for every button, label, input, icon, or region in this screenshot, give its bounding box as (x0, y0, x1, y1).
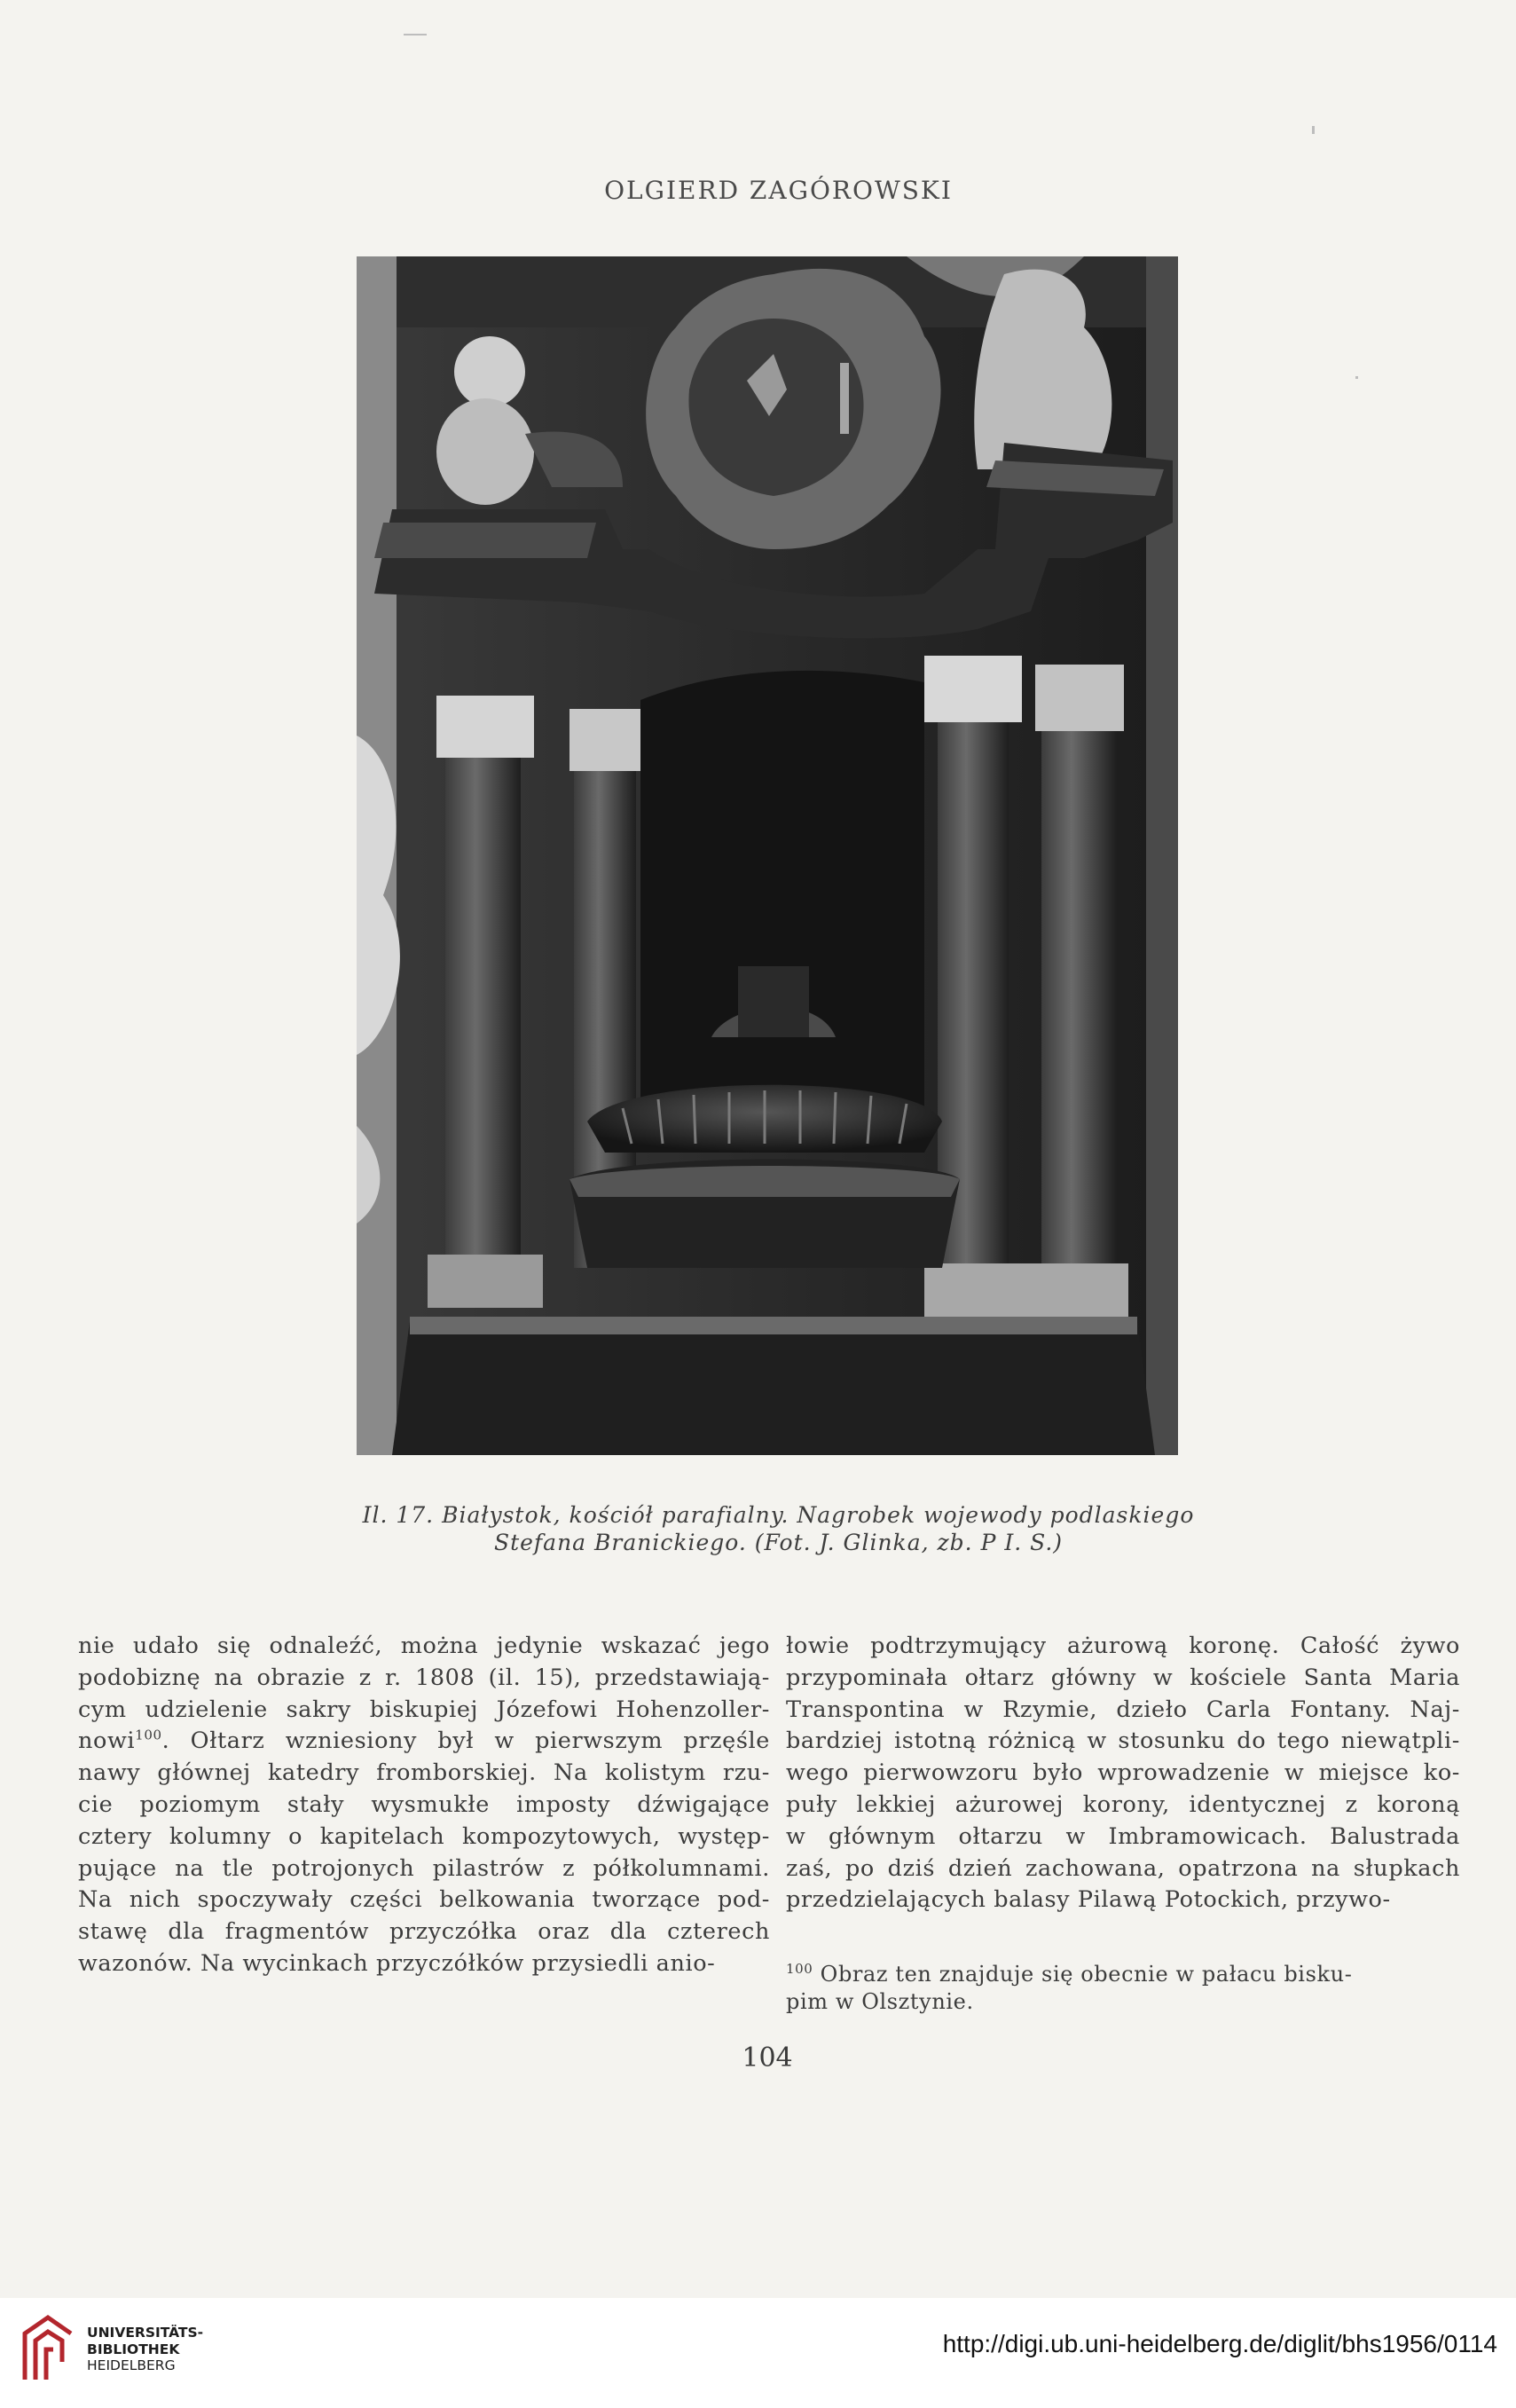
scan-speck (1312, 126, 1315, 134)
text-line: Na nich spoczywały części belkowania tworzące pod- (78, 1886, 770, 1914)
photo-of-baroque-tomb-altar-icon (357, 256, 1178, 1455)
scan-speck (1355, 376, 1358, 379)
text-line: wego pierwowzoru było wprowadzenie w miejsce ko- (786, 1759, 1460, 1787)
running-header: OLGIERD ZAGÓROWSKI (604, 176, 953, 205)
page-number: 104 (742, 2042, 793, 2074)
text-line: cie poziomym stały wysmukłe imposty dźwigające (78, 1790, 770, 1818)
footnote-number: 100 (786, 1961, 813, 1977)
text-line: pujące na tle potrojonych pilastrów z półkolumnami. (78, 1854, 770, 1882)
text-column-right (786, 1631, 1460, 1916)
text-line: przedzielających balasy Pilawą Potockich, przywo- (786, 1886, 1391, 1914)
text-line: cztery kolumny o kapitelach kompozytowych, występ- (78, 1822, 770, 1850)
text-line: cym udzielenie sakry biskupiej Józefowi Hohenzoller- (78, 1696, 770, 1723)
text-line: stawę dla fragmentów przyczółka oraz dla czterech (78, 1918, 770, 1946)
text-line: zaś, po dziś dzień zachowana, opatrzona na słupkach (786, 1854, 1460, 1882)
source-url-link[interactable]: http://digi.ub.uni-heidelberg.de/diglit/bhs1956/0114 (942, 2330, 1497, 2357)
caption-line: Il. 17. Białystok, kościół parafialny. Nagrobek wojewody podlaskiego (362, 1502, 1195, 1528)
library-footer (0, 2298, 1516, 2408)
ub-heidelberg-logo-icon[interactable] (12, 2309, 83, 2390)
library-name-line: BIBLIOTHEK (87, 2341, 180, 2357)
text-line: bardziej istotną różnicą w stosunku do tego niewątpli- (786, 1727, 1460, 1755)
text-fragment: . Ołtarz wzniesiony był w pierwszym przęśle (161, 1727, 770, 1755)
footnote-reference[interactable]: 100 (135, 1727, 162, 1743)
footnote-line: pim w Olsztynie. (786, 1989, 974, 2014)
text-line: przypominała ołtarz główny w kościele Santa Maria (786, 1664, 1460, 1691)
text-line: łowie podtrzymujący ażurową koronę. Całość żywo (786, 1633, 1460, 1659)
scan-speck (404, 34, 427, 35)
text-column-left (78, 1631, 770, 1980)
text-line: w głównym ołtarzu w Imbramowicach. Balustrada (786, 1822, 1460, 1850)
text-line: nie udało się odnaleźć, można jedynie wskazać jego (78, 1633, 770, 1659)
text-line: podobiznę na obrazie z r. 1808 (il. 15), przedstawiają- (78, 1664, 770, 1691)
library-name-line: UNIVERSITÄTS- (87, 2325, 204, 2341)
footnote-line (786, 1961, 1460, 1988)
footnote-text: Obraz ten znajduje się obecnie w pałacu bisku- (813, 1962, 1353, 1987)
figure-photo (357, 256, 1178, 1455)
caption-line: Stefana Branickiego. (Fot. J. Glinka, zb. P I. S.) (493, 1530, 1064, 1555)
text-line: wazonów. Na wycinkach przyczółków przysiedli anio- (78, 1949, 716, 1977)
library-name-line: HEIDELBERG (87, 2357, 176, 2373)
library-name (87, 2325, 203, 2374)
text-line: Transpontina w Rzymie, dzieło Carla Fontany. Naj- (786, 1696, 1460, 1723)
text-line (78, 1726, 770, 1758)
text-line: nawy głównej katedry fromborskiej. Na kolistym rzu- (78, 1759, 770, 1787)
text-line: puły lekkiej ażurowej korony, identycznej z koroną (786, 1790, 1460, 1818)
footnote (786, 1961, 1460, 2016)
text-fragment: nowi (78, 1727, 136, 1755)
figure-caption (266, 1501, 1291, 1556)
